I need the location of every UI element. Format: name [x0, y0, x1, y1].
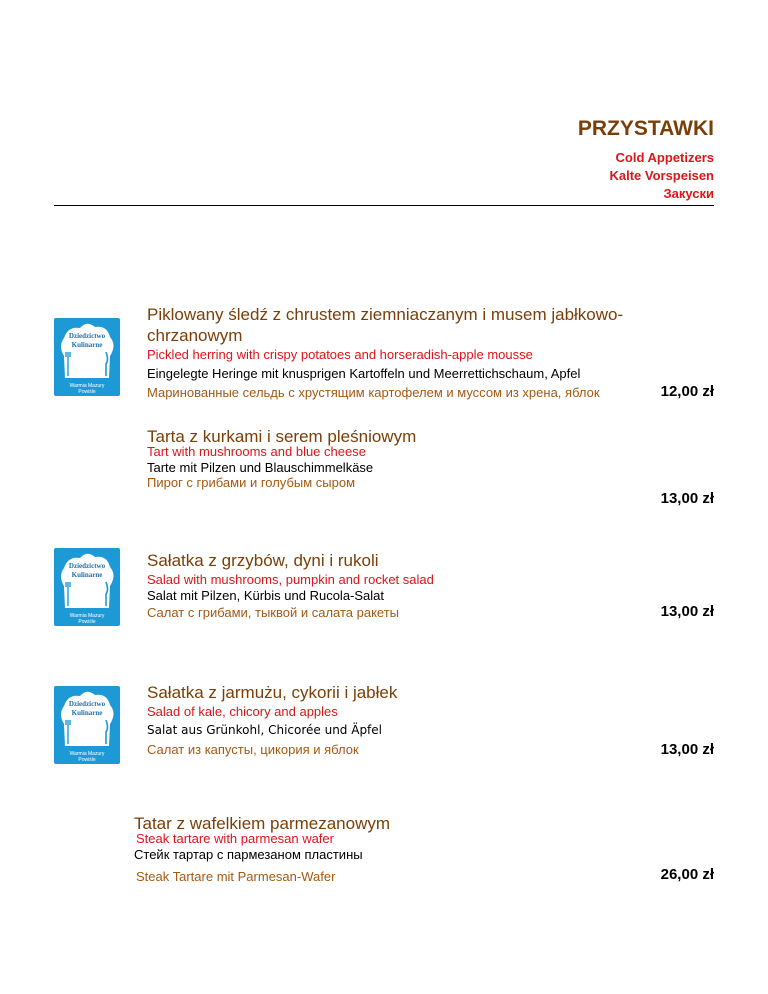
item-3-russian: Салат с грибами, тыквой и салата ракеты — [147, 605, 400, 620]
item-1-name-line2: chrzanowym — [147, 326, 243, 345]
logo-region1: Warmia Mazury — [69, 613, 105, 619]
item-4-price: 13,00 zł — [660, 741, 714, 758]
item-3-name: Sałatka z grzybów, dyni i rukoli — [147, 551, 379, 570]
item-2-name: Tarta z kurkami i serem pleśniowym — [147, 427, 417, 446]
item-5-english: Steak tartare with parmesan wafer — [136, 831, 334, 846]
item-1-english: Pickled herring with crispy potatoes and horseradish-apple mousse — [147, 347, 533, 362]
item-2-price: 13,00 zł — [660, 490, 714, 507]
item-4-russian: Салат из капусты, цикория и яблок — [147, 742, 359, 757]
item-3-german: Salat mit Pilzen, Kürbis und Rucola-Salat — [147, 588, 385, 603]
item-3-price: 13,00 zł — [660, 603, 714, 620]
item-2-german: Tarte mit Pilzen und Blauschimmelkäse — [147, 460, 374, 475]
logo-region2: Powiśle — [78, 389, 96, 395]
logo-line1: Dziedzictwo — [68, 700, 106, 708]
item-5-name: Tatar z wafelkiem parmezanowym — [134, 814, 391, 833]
item-1-russian: Маринованные сельдь с хрустящим картофелем и муссом из хрена, яблок — [147, 385, 600, 400]
item-2-russian: Пирог с грибами и голубым сыром — [147, 475, 356, 490]
heritage-logo-icon — [54, 318, 120, 396]
subtitle-german: Kalte Vorspeisen — [609, 168, 714, 183]
item-2-english: Tart with mushrooms and blue cheese — [147, 444, 366, 459]
item-5-german: Steak Tartare mit Parmesan-Wafer — [136, 869, 336, 884]
logo-line2: Kulinarne — [71, 341, 103, 349]
logo-region1: Warmia Mazury — [69, 751, 105, 757]
menu-section-title: PRZYSTAWKI — [577, 117, 714, 140]
subtitle-english: Cold Appetizers — [615, 150, 714, 165]
item-3-english: Salad with mushrooms, pumpkin and rocket salad — [147, 572, 434, 587]
logo-region2: Powiśle — [78, 757, 96, 763]
heritage-logo-icon — [54, 686, 120, 764]
item-1-german: Eingelegte Heringe mit knusprigen Kartoffeln und Meerrettichschaum, Apfel — [147, 366, 581, 381]
item-1-name-line1: Piklowany śledź z chrustem ziemniaczanym i musem jabłkowo- — [147, 305, 624, 324]
header-divider — [54, 205, 714, 206]
logo-line1: Dziedzictwo — [68, 332, 106, 340]
item-4-name: Sałatka z jarmużu, cykorii i jabłek — [147, 683, 398, 702]
item-4-english: Salad of kale, chicory and apples — [147, 704, 338, 719]
logo-region2: Powiśle — [78, 619, 96, 625]
logo-line1: Dziedzictwo — [68, 562, 106, 570]
heritage-logo-icon — [54, 548, 120, 626]
item-5-russian: Стейк тартар с пармезаном пластины — [134, 847, 363, 862]
subtitle-russian: Закуски — [663, 186, 714, 201]
logo-line2: Kulinarne — [71, 709, 103, 717]
item-5-price: 26,00 zł — [660, 866, 714, 883]
logo-region1: Warmia Mazury — [69, 383, 105, 389]
item-4-german: Salat aus Grünkohl, Chicorée und Äpfel — [147, 723, 382, 737]
logo-line2: Kulinarne — [71, 571, 103, 579]
item-1-price: 12,00 zł — [660, 383, 714, 400]
